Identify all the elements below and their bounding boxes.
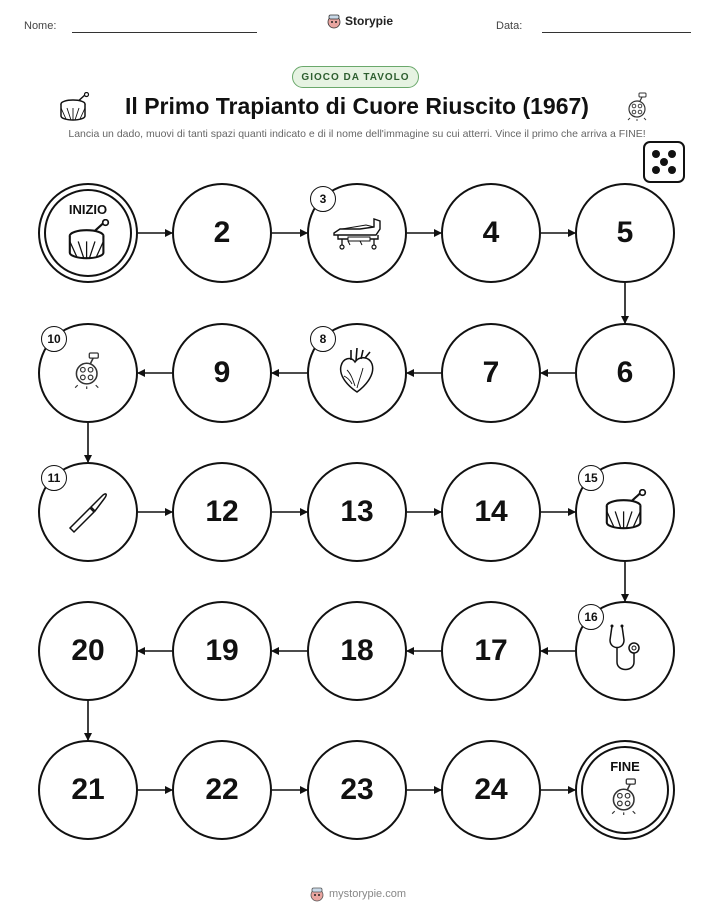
scalpel-icon (64, 486, 112, 539)
board-space-23 (307, 740, 407, 840)
board-space-4 (441, 183, 541, 283)
space-number: 22 (205, 773, 239, 806)
space-number-badge: 11 (41, 465, 67, 491)
space-number: 21 (71, 773, 105, 806)
board-space-8 (307, 323, 407, 423)
date-label: Data: (496, 20, 523, 32)
space-number-badge: 10 (41, 326, 67, 352)
space-number: 24 (474, 773, 508, 806)
space-number: 20 (71, 634, 105, 667)
hospital-bed-icon (330, 211, 384, 256)
space-number: 5 (616, 216, 634, 249)
board-space-14 (441, 462, 541, 562)
space-number: 17 (474, 634, 508, 667)
board-space-21 (38, 740, 138, 840)
board-space-16 (575, 601, 675, 701)
board-space-10 (38, 323, 138, 423)
board-space-24 (441, 740, 541, 840)
space-number-badge: 15 (578, 465, 604, 491)
board-space-22 (172, 740, 272, 840)
board-space-3 (307, 183, 407, 283)
start-label: INIZIO (68, 202, 108, 217)
start-space (38, 183, 138, 283)
footer (310, 886, 406, 902)
board-space-5 (575, 183, 675, 283)
finish-space (575, 740, 675, 840)
board-space-19 (172, 601, 272, 701)
space-number: 7 (482, 356, 500, 389)
surgical-lamp-icon (607, 777, 643, 822)
board-space-18 (307, 601, 407, 701)
space-number: 9 (213, 356, 231, 389)
instructions: Lancia un dado, muovi di tanti spazi quanti indicato e di il nome dell'immagine su cui atterri. Vince il primo che arriva a FINE! (68, 128, 646, 140)
board-space-6 (575, 323, 675, 423)
space-number: 18 (340, 634, 374, 667)
surgical-lamp-icon (70, 351, 106, 396)
board-space-15 (575, 462, 675, 562)
board-space-13 (307, 462, 407, 562)
stethoscope-icon (602, 622, 648, 681)
drum-icon (602, 489, 648, 536)
drum-icon (65, 219, 111, 266)
space-number-badge: 3 (310, 186, 336, 212)
space-number: 12 (205, 495, 239, 528)
brand-name: Storypie (345, 14, 394, 28)
space-number: 6 (616, 356, 634, 389)
space-number: 23 (340, 773, 374, 806)
board-space-7 (441, 323, 541, 423)
space-number-badge: 8 (310, 326, 336, 352)
board-space-17 (441, 601, 541, 701)
space-number: 19 (205, 634, 239, 667)
space-number: 14 (474, 495, 508, 528)
space-number: 2 (213, 216, 231, 249)
board-space-2 (172, 183, 272, 283)
storypie-mascot-icon (310, 886, 324, 902)
page-title: Il Primo Trapianto di Cuore Riuscito (1967) (125, 93, 589, 119)
board-space-11 (38, 462, 138, 562)
space-number: 4 (482, 216, 500, 249)
heart-icon (335, 346, 379, 401)
board-space-9 (172, 323, 272, 423)
game-type-badge: GIOCO DA TAVOLO (292, 66, 419, 88)
finish-label: FINE (610, 759, 640, 774)
footer-site: mystorypie.com (329, 888, 407, 900)
space-number: 13 (340, 495, 374, 528)
name-label: Nome: (24, 20, 57, 32)
space-number-badge: 16 (578, 604, 604, 630)
board-space-12 (172, 462, 272, 562)
board-space-20 (38, 601, 138, 701)
